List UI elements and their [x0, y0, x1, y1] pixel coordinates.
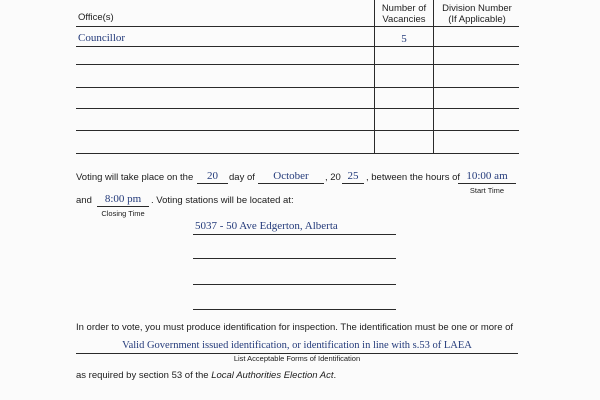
- voting-text-6: . Voting stations will be located at:: [151, 195, 294, 206]
- table-header-rule: [76, 26, 519, 27]
- closing-time-caption: Closing Time: [101, 209, 145, 218]
- location-line: [193, 234, 396, 235]
- voting-month-underline: [258, 183, 324, 184]
- voting-text-3: , 20: [325, 172, 341, 183]
- voting-closing-time: 8:00 pm: [104, 193, 142, 205]
- voting-year: 25: [347, 170, 359, 182]
- table-header-division-line2: (If Applicable): [448, 14, 506, 25]
- voting-month: October: [273, 170, 309, 182]
- voting-start-time: 10:00 am: [466, 170, 508, 182]
- voting-text-4: , between the hours of: [366, 172, 461, 183]
- table-row-rule: [76, 153, 519, 154]
- table-header-division-line1: Division Number: [442, 3, 512, 14]
- table-row-vacancies: 5: [401, 33, 407, 45]
- act-name: Local Authorities Election Act: [211, 370, 334, 381]
- table-header-vacancies: [376, 3, 432, 25]
- table-header-division: [435, 3, 519, 25]
- voting-start-time-underline: [458, 183, 516, 184]
- voting-station-address: 5037 - 50 Ave Edgerton, Alberta: [195, 220, 338, 232]
- location-line: [193, 258, 396, 259]
- identification-text-1: In order to vote, you must produce identification for inspection. The identification must be one or more of: [76, 322, 514, 333]
- voting-year-underline: [342, 183, 364, 184]
- voting-day: 20: [207, 170, 218, 182]
- voting-day-underline: [197, 183, 228, 184]
- location-line: [193, 284, 396, 285]
- table-header-vacancies-line1: Number of: [381, 3, 427, 14]
- identification-text-2-suffix: .: [333, 370, 337, 381]
- table-row-rule: [76, 64, 519, 65]
- identification-forms: Valid Government issued identification, or identification in line with s.53 of LAEA: [122, 340, 472, 351]
- voting-text-5: and: [76, 195, 92, 206]
- table-row-rule: [76, 46, 519, 47]
- start-time-caption: Start Time: [469, 186, 505, 195]
- table-row-rule: [76, 108, 519, 109]
- table-row-rule: [76, 130, 519, 131]
- voting-text-1: Voting will take place on the: [76, 172, 194, 183]
- table-row-office: Councillor: [78, 32, 126, 44]
- voting-text-2: day of: [229, 172, 255, 183]
- table-header-vacancies-line2: Vacancies: [382, 14, 426, 25]
- location-line: [193, 309, 396, 310]
- table-row-rule: [76, 87, 519, 88]
- voting-closing-time-underline: [97, 206, 149, 207]
- identification-text-2-prefix: as required by section 53 of the: [76, 370, 209, 381]
- table-header-office: Office(s): [78, 12, 114, 23]
- identification-text-2: [76, 370, 336, 381]
- identification-forms-caption: List Acceptable Forms of Identification: [233, 354, 361, 363]
